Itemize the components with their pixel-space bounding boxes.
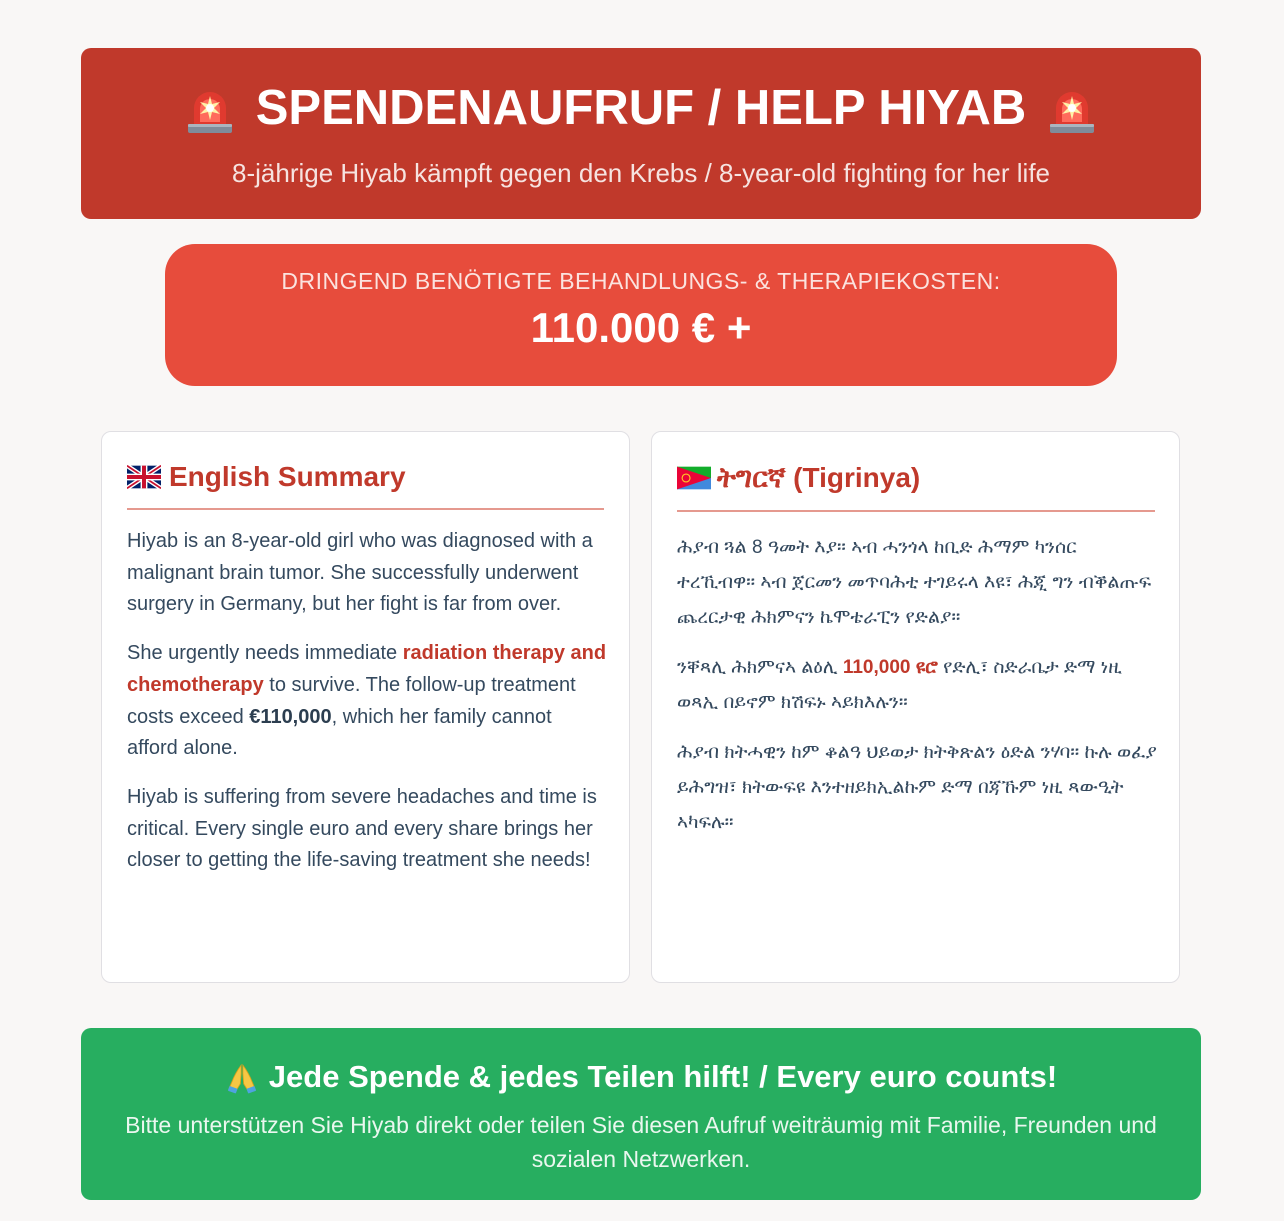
cost-amount-highlight: €110,000 bbox=[249, 705, 332, 728]
english-summary-body bbox=[127, 526, 607, 877]
english-summary-title: English Summary bbox=[169, 461, 406, 492]
call-to-action-title: Jede Spende & jedes Teilen hilft! / Every euro counts! bbox=[268, 1059, 1058, 1094]
uk-flag-icon bbox=[127, 465, 161, 489]
english-p2-text-b: to survive. The follow-up treatment costs exceed bbox=[127, 673, 576, 728]
tigrinya-paragraph-2 bbox=[677, 650, 1157, 720]
folded-hands-icon bbox=[225, 1060, 259, 1094]
funding-goal-amount: 110.000 € + bbox=[530, 304, 752, 351]
english-p2-text-c: , which her family cannot afford alone. bbox=[127, 705, 552, 760]
english-p2-text-a: She urgently needs immediate bbox=[127, 642, 403, 665]
tigrinya-divider bbox=[677, 510, 1155, 512]
english-paragraph-1: Hiyab is an 8-year-old girl who was diagnosed with a malignant brain tumor. She successfully underwent surgery in Germany, but her fight is far from over. bbox=[127, 530, 593, 616]
police-siren-icon bbox=[1044, 80, 1100, 136]
english-divider bbox=[127, 508, 604, 510]
tigrinya-paragraph-3: ሕያብ ክትሓዊን ከም ቆልዓ ህይወታ ክትቅጽልን ዕድል ንሃባ። ኩሉ ወፈያ ይሕግዝ፣ ክትውፍዩ እንተዘይክኢልኩም ድማ በጃኹም ነዚ ጻውዒት ኣካፍሉ። bbox=[677, 742, 1157, 833]
english-summary-heading bbox=[127, 455, 406, 499]
tigrinya-cost-highlight: 110,000 ዩሮ bbox=[842, 657, 938, 678]
page-subtitle: 8-jährige Hiyab kämpft gegen den Krebs / 8-year-old fighting for her life bbox=[232, 158, 1050, 188]
funding-goal-label: DRINGEND BENÖTIGTE BEHANDLUNGS- & THERAPIEKOSTEN: bbox=[281, 268, 1001, 294]
english-paragraph-3: Hiyab is suffering from severe headaches and time is critical. Every single euro and every share brings her closer to getting the life-saving treatment she needs! bbox=[127, 785, 597, 872]
page-title: SPENDENAUFRUF / HELP HIYAB bbox=[255, 81, 1027, 135]
call-to-action-message: Bitte unterstützen Sie Hiyab direkt oder teilen Sie diesen Aufruf weiträumig mit Familie, Freunden und sozialen Netzwerken. bbox=[125, 1112, 1157, 1172]
police-siren-icon bbox=[182, 80, 238, 136]
english-paragraph-2 bbox=[127, 638, 607, 765]
treatment-highlight: radiation therapy and chemotherapy bbox=[127, 642, 607, 696]
eritrea-flag-icon bbox=[677, 466, 711, 490]
tigrinya-summary-body bbox=[677, 530, 1157, 840]
call-to-action-heading bbox=[81, 1055, 1201, 1099]
tigrinya-summary-title: ትግርኛ (Tigrinya) bbox=[717, 461, 921, 493]
tigrinya-p2-text-b: የድሊ፣ ስድራቤታ ድማ ነዚ ወጻኢ በይኖም ክሽፍኑ ኣይክእሉን። bbox=[677, 657, 1122, 713]
tigrinya-paragraph-1: ሕያብ ጓል 8 ዓመት እያ። ኣብ ሓንጎላ ከቢድ ሕማም ካንሰር ተረኺብዋ። ኣብ ጀርመን መጥባሕቲ ተገይሩላ እዩ፣ ሕጂ ግን ብቕልጡፍ ጨረርታዊ ሕክምናን ኬሞቴራፒን የድልያ። bbox=[677, 537, 1152, 628]
page-title-row bbox=[81, 76, 1201, 140]
tigrinya-summary-heading bbox=[677, 456, 920, 500]
tigrinya-p2-text-a: ንቐጻሊ ሕክምናኣ ልዕሊ bbox=[677, 657, 843, 678]
